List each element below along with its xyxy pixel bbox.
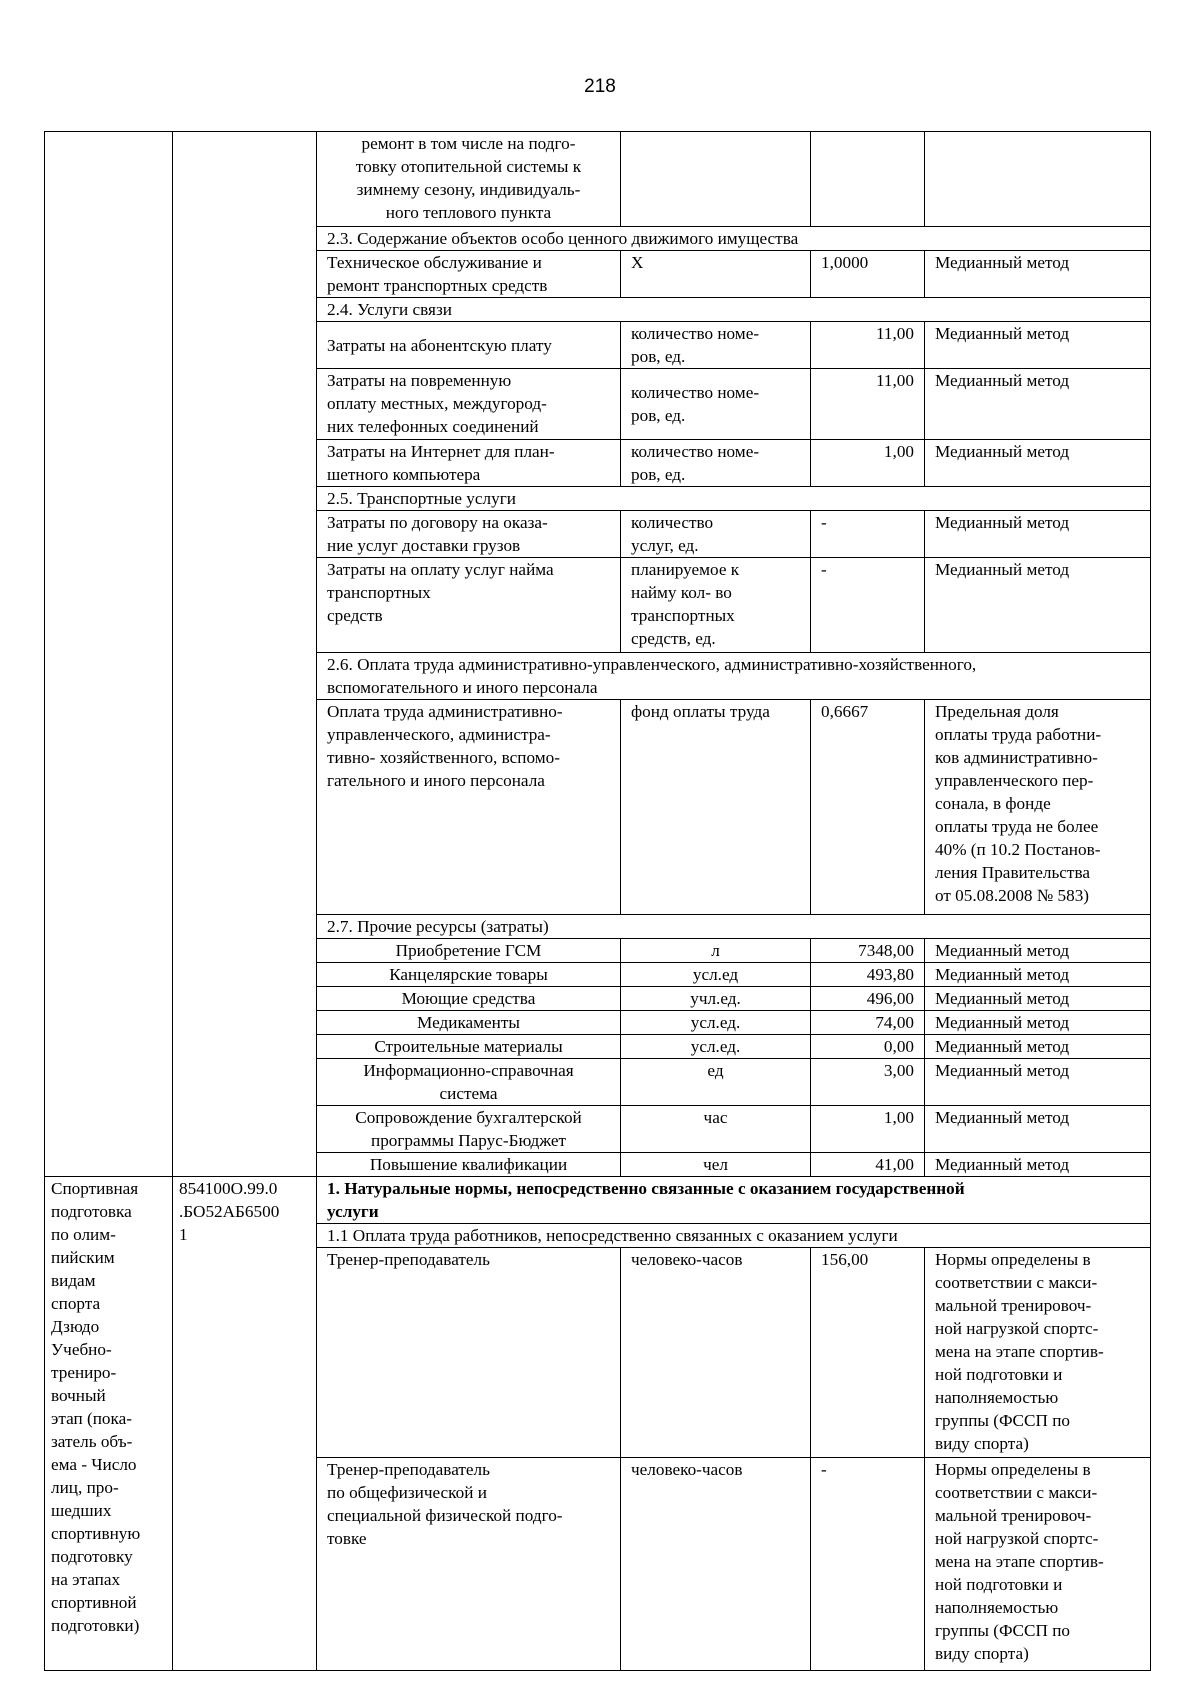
item-method: Медианный метод bbox=[925, 558, 1151, 653]
item-name: Канцелярские товары bbox=[317, 963, 621, 987]
item-name: Затраты на оплату услуг найма транспортных средств bbox=[317, 558, 621, 653]
item-method: Медианный метод bbox=[925, 1011, 1151, 1035]
item-unit: фонд оплаты труда bbox=[621, 700, 811, 915]
item-name: ремонт в том числе на подго- товку отопительной системы к зимнему сезону, индивидуаль- ного теплового пункта bbox=[317, 132, 621, 227]
item-value bbox=[811, 132, 925, 227]
item-method: Нормы определены в соответствии с макси- мальной тренировоч- ной нагрузкой спортс- мена на этапе спортив- ной подготовки и наполняемостью группы (ФССП по виду спорта) bbox=[925, 1248, 1151, 1458]
item-name: Сопровождение бухгалтерской программы Парус-Бюджет bbox=[317, 1106, 621, 1153]
item-value: 41,00 bbox=[811, 1153, 925, 1177]
item-value: 1,00 bbox=[811, 440, 925, 487]
item-value: 11,00 bbox=[811, 369, 925, 440]
section-header: 2.5. Транспортные услуги bbox=[317, 487, 1151, 511]
item-name: Тренер-преподаватель по общефизической и специальной физической подго- товке bbox=[317, 1458, 621, 1671]
section-header: 2.7. Прочие ресурсы (затраты) bbox=[317, 915, 1151, 939]
item-value: 7348,00 bbox=[811, 939, 925, 963]
item-unit: чел bbox=[621, 1153, 811, 1177]
item-name: Строительные материалы bbox=[317, 1035, 621, 1059]
service-name-cell-empty bbox=[45, 132, 173, 1177]
item-method: Медианный метод bbox=[925, 251, 1151, 298]
item-name: Оплата труда административно- управленческого, администра- тивно- хозяйственного, вспомо- гательного и иного персонала bbox=[317, 700, 621, 915]
item-name: Затраты на повременную оплату местных, междугород- них телефонных соединений bbox=[317, 369, 621, 440]
item-value: - bbox=[811, 558, 925, 653]
section-header: 2.4. Услуги связи bbox=[317, 298, 1151, 322]
item-method: Медианный метод bbox=[925, 440, 1151, 487]
service-code: 854100О.99.0 .БО52АБ6500 1 bbox=[173, 1177, 317, 1671]
item-name: Тренер-преподаватель bbox=[317, 1248, 621, 1458]
item-method: Предельная доля оплаты труда работни- ков административно- управленческого пер- сонала, в фонде оплаты труда не более 40% (п 10.2 Постанов- ления Правительства от 05.08.2008 № 583) bbox=[925, 700, 1151, 915]
item-name: Затраты на абонентскую плату bbox=[317, 322, 621, 369]
item-value: 0,6667 bbox=[811, 700, 925, 915]
item-unit bbox=[621, 132, 811, 227]
item-unit: человеко-часов bbox=[621, 1248, 811, 1458]
item-unit: ед bbox=[621, 1059, 811, 1106]
item-method: Медианный метод bbox=[925, 939, 1151, 963]
item-name: Информационно-справочная система bbox=[317, 1059, 621, 1106]
item-unit: л bbox=[621, 939, 811, 963]
item-method: Медианный метод bbox=[925, 1059, 1151, 1106]
table-row bbox=[45, 132, 1151, 227]
item-unit: количество номе- ров, ед. bbox=[621, 322, 811, 369]
item-name: Медикаменты bbox=[317, 1011, 621, 1035]
service-code-cell-empty bbox=[173, 132, 317, 1177]
item-value: 1,00 bbox=[811, 1106, 925, 1153]
item-value: - bbox=[811, 1458, 925, 1671]
item-method: Медианный метод bbox=[925, 963, 1151, 987]
item-unit: час bbox=[621, 1106, 811, 1153]
item-value: 496,00 bbox=[811, 987, 925, 1011]
item-value: 3,00 bbox=[811, 1059, 925, 1106]
item-value: 156,00 bbox=[811, 1248, 925, 1458]
item-method: Медианный метод bbox=[925, 1035, 1151, 1059]
section-header: 1. Натуральные нормы, непосредственно связанные с оказанием государственной услуги bbox=[317, 1177, 1151, 1224]
page-number: 218 bbox=[584, 76, 616, 97]
item-name: Затраты по договору на оказа- ние услуг доставки грузов bbox=[317, 511, 621, 558]
item-value: 74,00 bbox=[811, 1011, 925, 1035]
item-name: Повышение квалификации bbox=[317, 1153, 621, 1177]
item-unit: количество услуг, ед. bbox=[621, 511, 811, 558]
item-value: 11,00 bbox=[811, 322, 925, 369]
item-unit: количество номе- ров, ед. bbox=[621, 440, 811, 487]
item-method: Медианный метод bbox=[925, 987, 1151, 1011]
item-unit: человеко-часов bbox=[621, 1458, 811, 1671]
item-value: 0,00 bbox=[811, 1035, 925, 1059]
item-method bbox=[925, 132, 1151, 227]
item-value: 493,80 bbox=[811, 963, 925, 987]
item-method: Медианный метод bbox=[925, 369, 1151, 440]
item-name: Моющие средства bbox=[317, 987, 621, 1011]
item-unit: усл.ед. bbox=[621, 1011, 811, 1035]
service-name: Спортивная подготовка по олим- пийским видам спорта Дзюдо Учебно- трениро- вочный этап (пока- затель объ- ема - Число лиц, про- шедших спортивную подготовку на этапах спортивной подготовки) bbox=[45, 1177, 173, 1671]
section-header-row bbox=[45, 1177, 1151, 1224]
item-method: Медианный метод bbox=[925, 1106, 1151, 1153]
item-name: Приобретение ГСМ bbox=[317, 939, 621, 963]
item-name: Техническое обслуживание и ремонт транспортных средств bbox=[317, 251, 621, 298]
item-unit: усл.ед. bbox=[621, 1035, 811, 1059]
item-value: - bbox=[811, 511, 925, 558]
item-method: Нормы определены в соответствии с макси- мальной тренировоч- ной нагрузкой спортс- мена на этапе спортив- ной подготовки и наполняемостью группы (ФССП по виду спорта) bbox=[925, 1458, 1151, 1671]
section-header: 2.3. Содержание объектов особо ценного движимого имущества bbox=[317, 227, 1151, 251]
item-unit: Х bbox=[621, 251, 811, 298]
item-unit: усл.ед bbox=[621, 963, 811, 987]
item-unit: планируемое к найму кол- во транспортных средств, ед. bbox=[621, 558, 811, 653]
item-name: Затраты на Интернет для план- шетного компьютера bbox=[317, 440, 621, 487]
item-value: 1,0000 bbox=[811, 251, 925, 298]
item-method: Медианный метод bbox=[925, 511, 1151, 558]
section-header: 2.6. Оплата труда административно-управленческого, административно-хозяйственного, вспомогательного и иного персонала bbox=[317, 653, 1151, 700]
norms-table bbox=[44, 131, 1151, 1671]
item-method: Медианный метод bbox=[925, 322, 1151, 369]
item-unit: учл.ед. bbox=[621, 987, 811, 1011]
item-unit: количество номе- ров, ед. bbox=[621, 369, 811, 440]
section-header: 1.1 Оплата труда работников, непосредственно связанных с оказанием услуги bbox=[317, 1224, 1151, 1248]
item-method: Медианный метод bbox=[925, 1153, 1151, 1177]
